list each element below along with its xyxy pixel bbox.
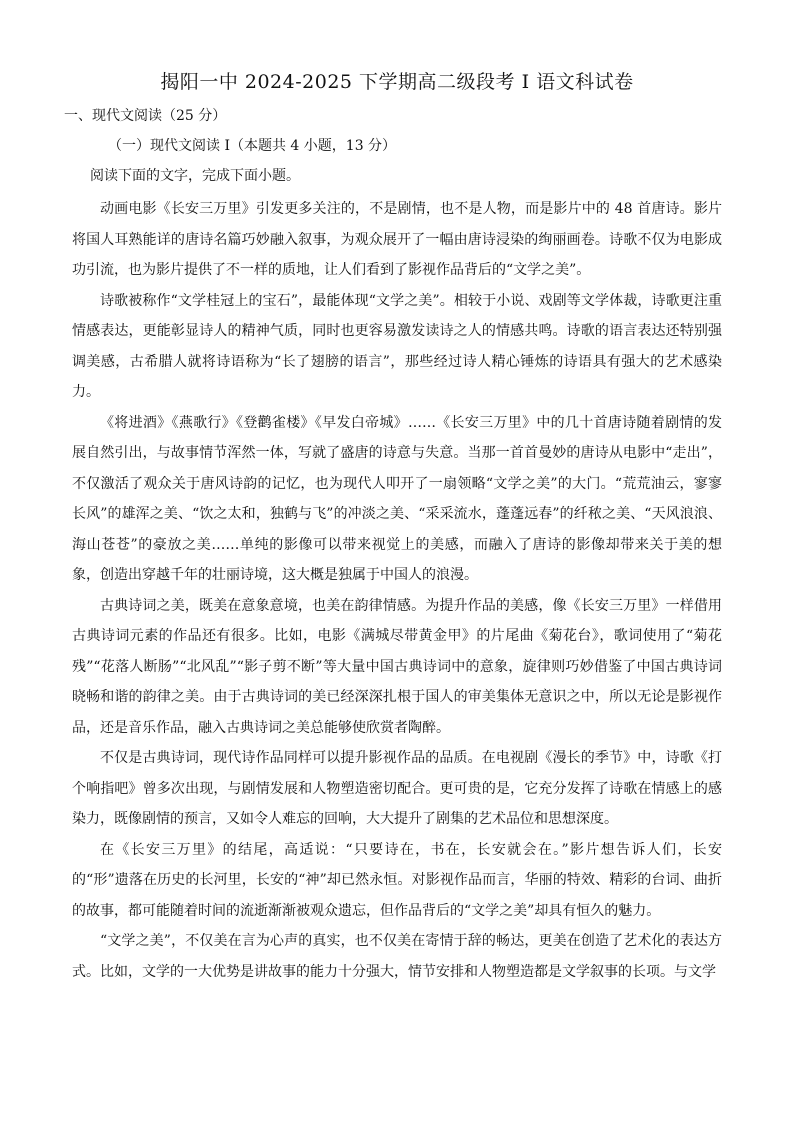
subsection-heading: （一）现代文阅读 Ⅰ（本题共 4 小题，13 分） (108, 138, 397, 154)
article-paragraph-2: 诗歌被称作“文学桂冠上的宝石”，最能体现“文学之美”。相较于小说、戏剧等文学体裁，诗歌更注重情感表达，更能彰显诗人的精神气质，同时也更容易激发读诗之人的情感共鸣。诗歌的语言表达还特别强调美感，古希腊人就将诗语称为“长了翅膀的语言”，那些经过诗人精心锤炼的诗语具有强大的艺术感染力。 (72, 292, 722, 400)
article-paragraph-4: 古典诗词之美，既美在意象意境，也美在韵律情感。为提升作品的美感，像《长安三万里》一样借用古典诗词元素的作品还有很多。比如，电影《满城尽带黄金甲》的片尾曲《菊花台》，歌词使用了“菊花残”“花落人断肠”“北风乱”“影子剪不断”等大量中国古典诗词中的意象，旋律则巧妙借鉴了中国古典诗词晓畅和谐的韵律之美。由于古典诗词的美已经深深扎根于国人的审美集体无意识之中，所以无论是影视作品，还是音乐作品，融入古典诗词之美总能够使欣赏者陶醉。 (72, 597, 722, 736)
article-paragraph-6: 在《长安三万里》的结尾，高适说：“只要诗在，书在，长安就会在。”影片想告诉人们，长安的“形”遗落在历史的长河里，长安的“神”却已然永恒。对影视作品而言，华丽的特效、精彩的台词、曲折的故事，都可能随着时间的流逝渐渐被观众遗忘，但作品背后的“文学之美”却具有恒久的魅力。 (72, 841, 722, 919)
article-paragraph-3: 《将进酒》《燕歌行》《登鹳雀楼》《早发白帝城》……《长安三万里》中的几十首唐诗随着剧情的发展自然引出，与故事情节浑然一体，写就了盛唐的诗意与失意。当那一首首曼妙的唐诗从电影中“走出”，不仅激活了观众关于唐风诗韵的记忆，也为现代人叩开了一扇领略“文学之美”的大门。“荒荒油云，寥寥长风”的雄浑之美、“饮之太和，独鹤与飞”的冲淡之美、“采采流水，蓬蓬远春”的纤秾之美、“天风浪浪、海山苍苍”的豪放之美……单纯的影像可以带来视觉上的美感，而融入了唐诗的影像却带来关于美的想象，创造出穿越千年的壮丽诗境，这大概是独属于中国人的浪漫。 (72, 414, 722, 583)
article-paragraph-7: “文学之美”，不仅美在言为心声的真实，也不仅美在寄情于辞的畅达，更美在创造了艺术化的表达方式。比如，文学的一大优势是讲故事的能力十分强大，情节安排和人物塑造都是文学叙事的长项。与文学 (72, 933, 722, 980)
reading-instruction: 阅读下面的文字，完成下面小题。 (90, 168, 300, 184)
section-heading: 一、现代文阅读（25 分） (64, 108, 227, 124)
article-paragraph-5: 不仅是古典诗词，现代诗作品同样可以提升影视作品的品质。在电视剧《漫长的季节》中，诗歌《打个响指吧》曾多次出现，与剧情发展和人物塑造密切配合。更可贵的是，它充分发挥了诗歌在情感上的感染力，既像剧情的预言，又如令人难忘的回响，大大提升了剧集的艺术品位和思想深度。 (72, 750, 722, 827)
exam-title: 揭阳一中 2024-2025 下学期高二级段考 Ⅰ 语文科试卷 (160, 71, 634, 93)
article-paragraph-1: 动画电影《长安三万里》引发更多关注的，不是剧情，也不是人物，而是影片中的 48 首唐诗。影片将国人耳熟能详的唐诗名篇巧妙融入叙事，为观众展开了一幅由唐诗浸染的绚丽画卷。诗歌不仅为电影成功引流，也为影片提供了不一样的质地，让人们看到了影视作品背后的“文学之美”。 (72, 201, 722, 278)
